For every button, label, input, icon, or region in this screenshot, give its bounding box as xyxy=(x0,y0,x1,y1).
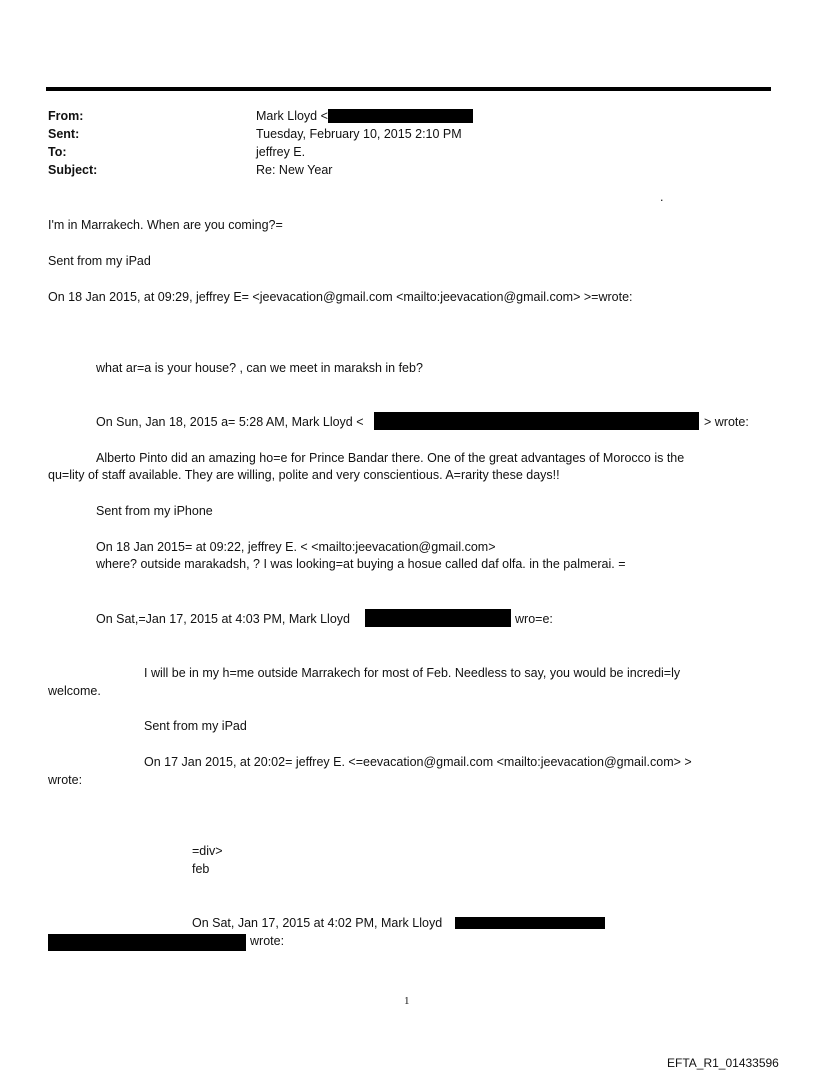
from-label: From: xyxy=(48,109,84,123)
body-line-12a: On 17 Jan 2015, at 20:02= jeffrey E. <=eevacation@gmail.com <mailto:jeevacation@gmail.com> > xyxy=(144,755,692,769)
body-line-8b: where? outside marakadsh, ? I was looking=at buying a hosue called daf olfa. in the palmerai. = xyxy=(96,557,626,571)
body-line-14b: wrote: xyxy=(250,934,285,948)
body-line-12b: wrote: xyxy=(48,773,83,787)
sent-label: Sent: xyxy=(48,127,80,141)
body-line-6b: qu=lity of staff available. They are willing, polite and very conscientious. A=rarity these days!! xyxy=(48,468,560,482)
body-line-4: what ar=a is your house? , can we meet in maraksh in feb? xyxy=(96,361,423,375)
body-line-9b: wro=e: xyxy=(515,612,553,626)
redaction-line-9 xyxy=(365,609,511,627)
body-line-10a: I will be in my h=me outside Marrakech for most of Feb. Needless to say, you would be incredi=ly xyxy=(144,666,681,680)
page-number: 1 xyxy=(404,995,410,1007)
header-rule xyxy=(46,87,771,91)
body-line-1: I'm in Marrakech. When are you coming?= xyxy=(48,218,283,232)
redaction-from xyxy=(328,109,473,123)
to-label: To: xyxy=(48,145,67,159)
subject-label: Subject: xyxy=(48,163,98,177)
body-line-6a: Alberto Pinto did an amazing ho=e for Prince Bandar there. One of the great advantages of Morocco is the xyxy=(96,451,685,465)
body-line-8a: On 18 Jan 2015= at 09:22, jeffrey E. < <mailto:jeevacation@gmail.com> xyxy=(96,540,496,554)
body-line-9a: On Sat,=Jan 17, 2015 at 4:03 PM, Mark Lloyd xyxy=(96,612,350,626)
body-line-3: On 18 Jan 2015, at 09:29, jeffrey E= <jeevacation@gmail.com <mailto:jeevacation@gmail.com> >=wrote: xyxy=(48,290,633,304)
redaction-line-14b xyxy=(48,934,246,951)
body-line-2: Sent from my iPad xyxy=(48,254,151,268)
body-line-11: Sent from my iPad xyxy=(144,719,247,733)
to-value: jeffrey E. xyxy=(256,145,306,159)
stray-dot: . xyxy=(660,190,664,204)
sent-value: Tuesday, February 10, 2015 2:10 PM xyxy=(256,127,462,141)
body-line-13a: =div> xyxy=(192,844,223,858)
body-line-7: Sent from my iPhone xyxy=(96,504,213,518)
body-line-13b: feb xyxy=(192,862,210,876)
from-value: Mark Lloyd < xyxy=(256,109,328,123)
subject-value: Re: New Year xyxy=(256,163,333,177)
body-line-10b: welcome. xyxy=(48,684,101,698)
document-id: EFTA_R1_01433596 xyxy=(667,1056,779,1070)
redaction-line-5 xyxy=(374,412,699,430)
body-line-5b: > wrote: xyxy=(704,415,749,429)
body-line-14a: On Sat, Jan 17, 2015 at 4:02 PM, Mark Lloyd xyxy=(192,916,443,930)
body-line-5a: On Sun, Jan 18, 2015 a= 5:28 AM, Mark Lloyd < xyxy=(96,415,364,429)
redaction-line-14a xyxy=(455,917,605,929)
